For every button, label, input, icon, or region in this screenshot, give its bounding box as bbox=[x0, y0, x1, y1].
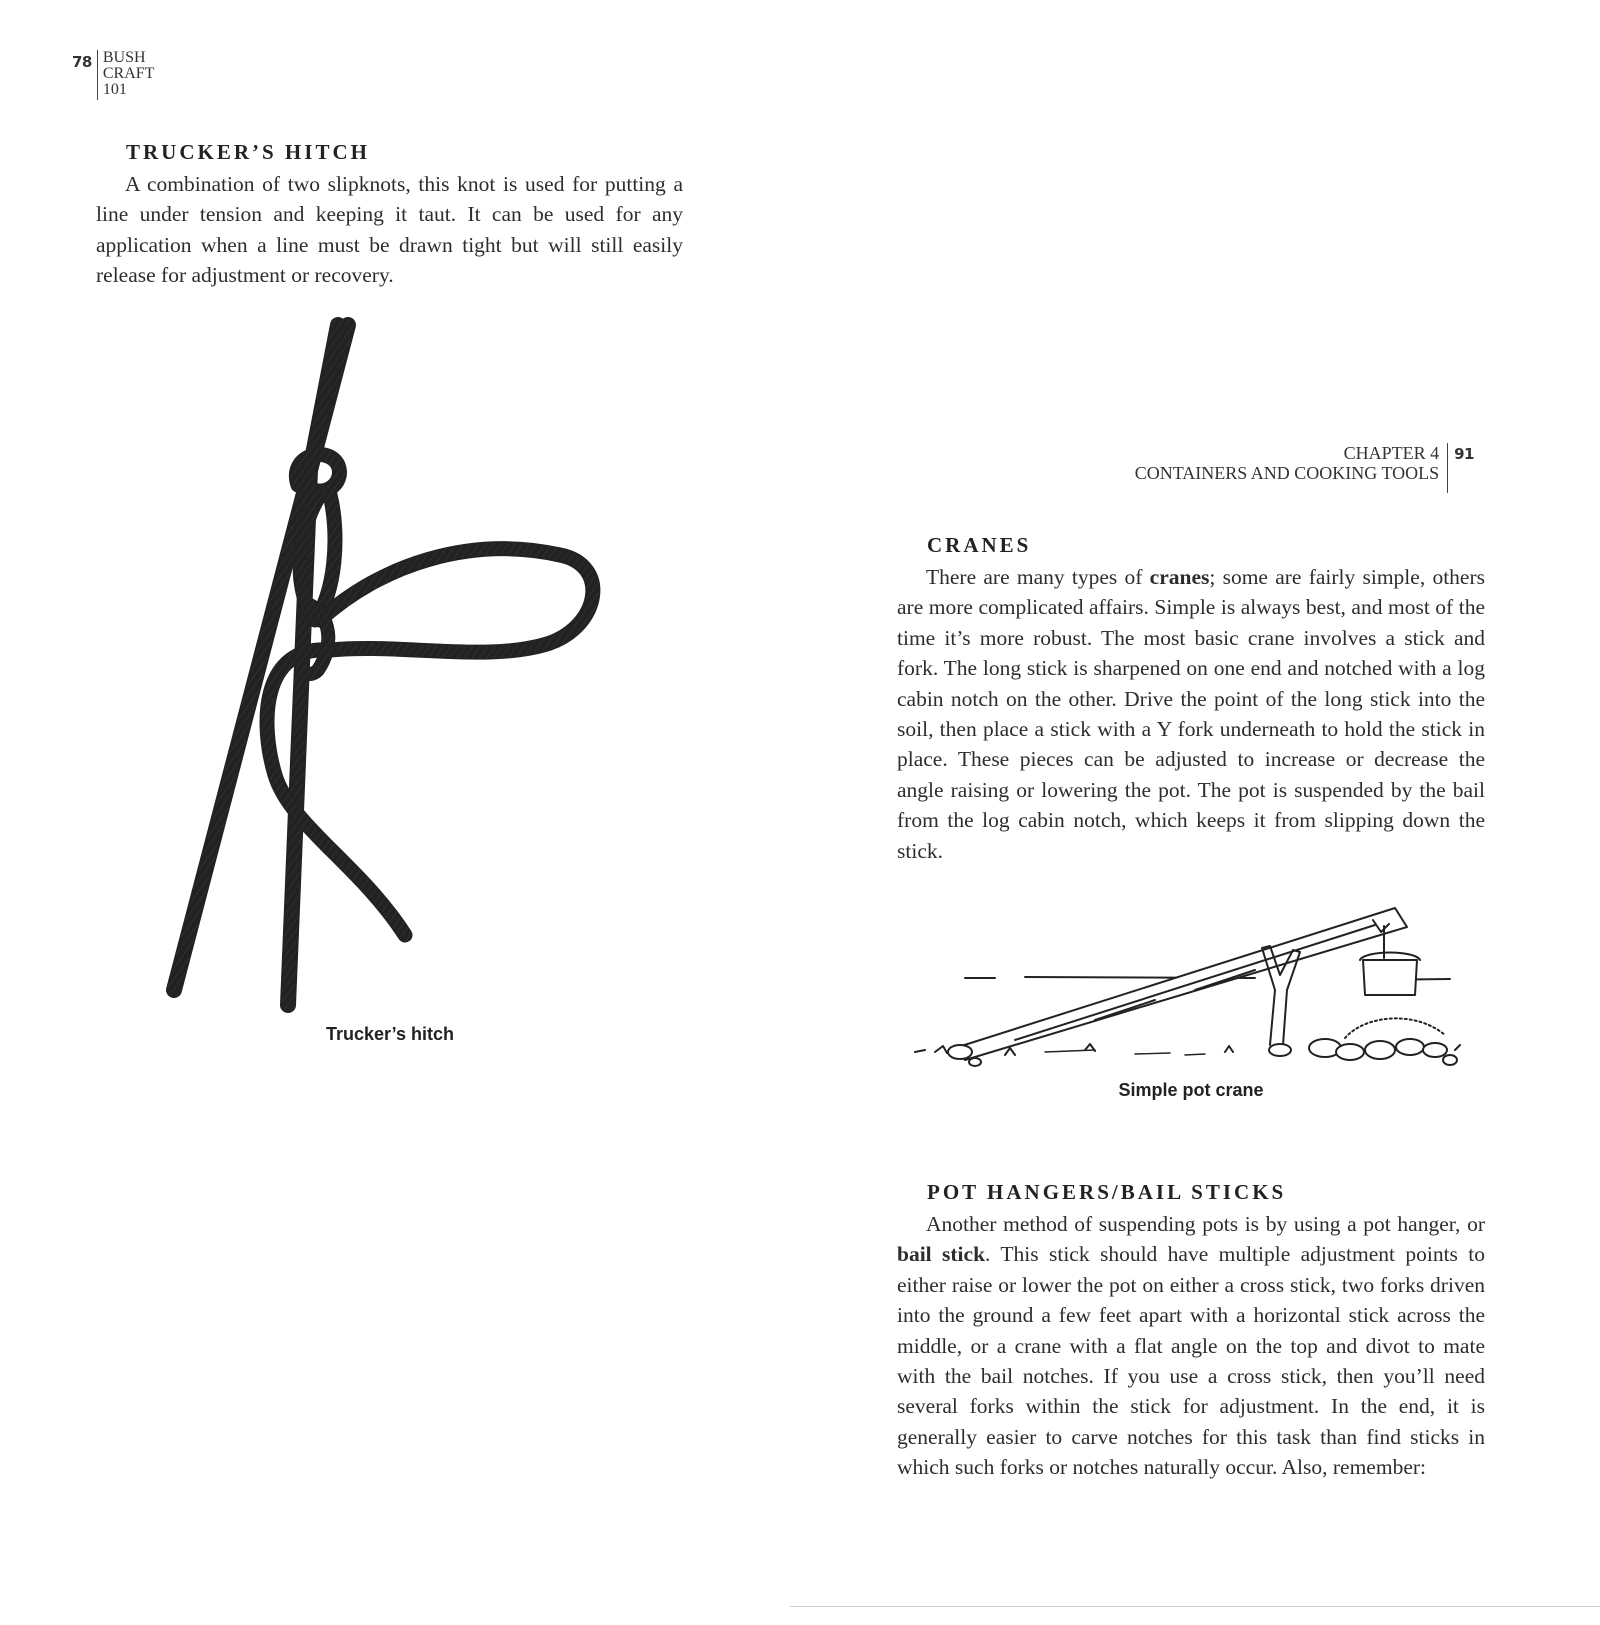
chapter-label: CHAPTER 4 bbox=[1343, 443, 1440, 463]
truckers-hitch-illustration bbox=[170, 325, 440, 1015]
pot-crane-illustration bbox=[895, 900, 1495, 1075]
section-body: A combination of two slipknots, this knot is used for putting a line under tension and keeping it taut. It can be used for any application when a line must be drawn tight but will still easily release for adjustment or recovery. bbox=[96, 172, 683, 288]
book-title-line: 101 bbox=[102, 81, 127, 98]
body-text: . This stick should have multiple adjustment points to either raise or lower the pot on either a cross stick, two forks driven into the ground a few feet apart with a horizontal stick across the middle, or a crane with a flat angle on the top and divot to mate with the bail notches. If you use a cross stick, then you’ll need several forks within the stick for adjustment. In the end, it is generally easier to carve notches for this task than find sticks in which such forks or notches naturally occur. Also, remember: bbox=[897, 1242, 1485, 1480]
right-page-number: 91 bbox=[1454, 445, 1474, 463]
section-heading: POT HANGERS/BAIL STICKS bbox=[927, 1180, 1287, 1204]
section-heading: TRUCKER’S HITCH bbox=[126, 140, 370, 164]
left-page-number: 78 bbox=[72, 53, 92, 71]
truckers-hitch-section bbox=[96, 140, 683, 291]
cranes-section bbox=[897, 533, 1485, 866]
page-bottom-rule bbox=[790, 1606, 1600, 1607]
section-body bbox=[897, 1209, 1485, 1483]
book-title bbox=[103, 50, 155, 100]
right-running-head bbox=[1135, 443, 1474, 493]
bold-term: cranes bbox=[1149, 565, 1210, 589]
left-running-head bbox=[72, 50, 154, 100]
figure-caption: Simple pot crane bbox=[1118, 1080, 1264, 1100]
chapter-info bbox=[1135, 443, 1447, 483]
book-title-line: CRAFT bbox=[102, 65, 155, 82]
book-title-line: BUSH bbox=[102, 49, 146, 66]
body-text: There are many types of bbox=[926, 565, 1150, 589]
figure-caption: Trucker’s hitch bbox=[325, 1024, 455, 1044]
bold-term: bail stick bbox=[897, 1242, 986, 1267]
running-head-divider bbox=[97, 50, 98, 100]
chapter-title: CONTAINERS AND COOKING TOOLS bbox=[1134, 463, 1440, 483]
pot-hangers-section bbox=[897, 1180, 1485, 1483]
body-text: Another method of suspending pots is by using a pot hanger, or bbox=[926, 1212, 1485, 1236]
body-text: ; some are fairly simple, others are more complicated affairs. Simple is always best, and most of the time it’s more robust. The most basic crane involves a stick and fork. The long stick is sharpened on one end and notched with a log cabin notch on the other. Drive the point of the long stick into the soil, then place a stick with a Y fork underneath to hold the stick in place. These pieces can be adjusted to increase or decrease the angle raising or lowering the pot. The pot is suspended by the bail from the log cabin notch, which keeps it from slipping down the stick. bbox=[897, 565, 1485, 863]
section-body bbox=[897, 562, 1485, 866]
section-heading: CRANES bbox=[927, 533, 1032, 557]
